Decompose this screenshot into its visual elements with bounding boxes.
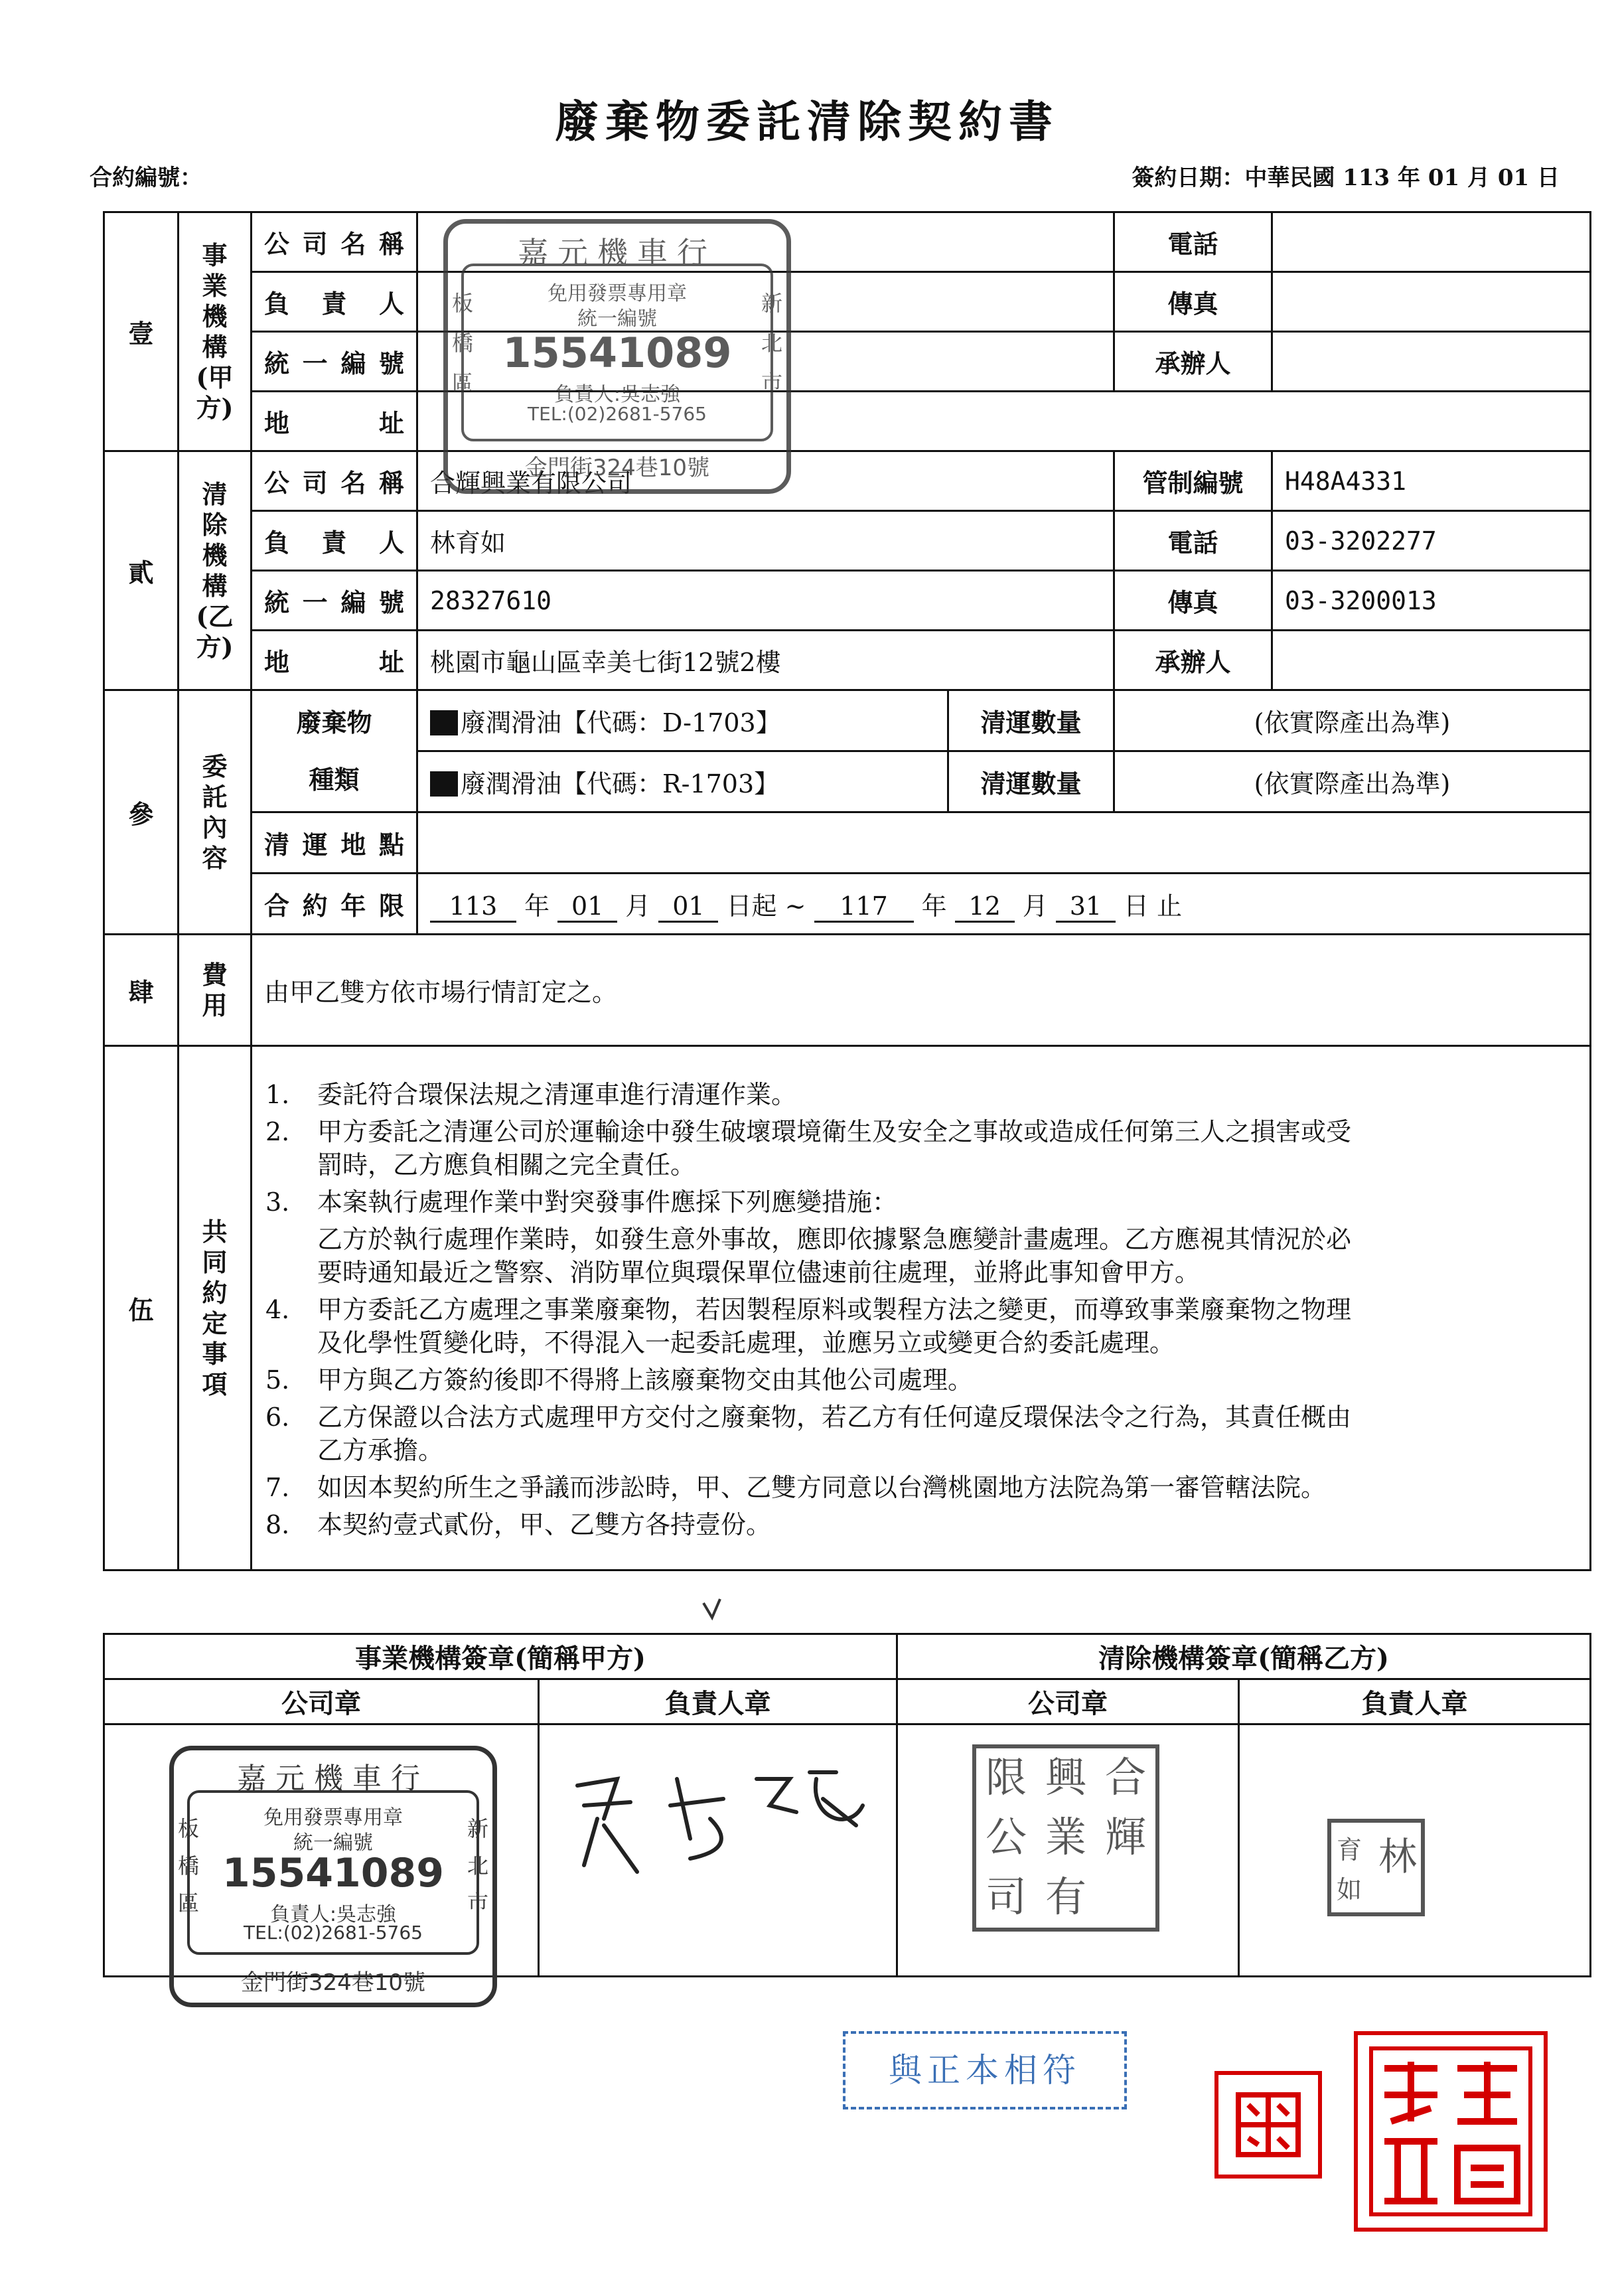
party-a-company-stamp-top: 嘉元機車行 免用發票專用章 統一編號 15541089 負責人:吳志強 TEL:(02)2681-5765 金門街324巷10號 板橋區 新北市 <box>443 219 791 494</box>
terms-list <box>252 1046 1591 1570</box>
section-2-number: 貳 <box>104 451 179 690</box>
qty-label-1: 清運數量 <box>948 690 1114 751</box>
qty-value-2: (依實際產出為準) <box>1114 751 1591 812</box>
party-a-company-label: 公司名稱 <box>252 212 417 272</box>
certified-copy-stamp: 與正本相符 <box>843 2031 1127 2109</box>
party-b-sign-title: 清除機構簽章(簡稱乙方) <box>897 1634 1591 1679</box>
period-value <box>417 874 1591 935</box>
period-year-unit: 年 <box>921 891 947 921</box>
party-a-sign-title: 事業機構簽章(簡稱甲方) <box>104 1634 897 1679</box>
site-value[interactable] <box>417 812 1591 874</box>
contract-table <box>103 211 1591 1571</box>
party-b-uid-label: 統一編號 <box>252 571 417 631</box>
party-b-row-rep <box>104 511 1591 571</box>
party-b-company-value: 合輝興業有限公司 <box>417 451 1114 511</box>
party-b-company-label: 公司名稱 <box>252 451 417 511</box>
qty-value-1: (依實際產出為準) <box>1114 690 1591 751</box>
section-2-title: 清 除 機 構 (乙 方) <box>179 451 252 690</box>
section-1-number: 壹 <box>104 212 179 451</box>
party-b-handler-label: 承辦人 <box>1114 631 1272 690</box>
party-b-fax-value: 03-3200013 <box>1272 571 1591 631</box>
period-end-year: 117 <box>814 891 914 923</box>
redaction-block <box>430 710 458 735</box>
contract-number-label: 合約編號： <box>90 165 202 191</box>
party-b-addr-label: 地 址 <box>252 631 417 690</box>
term-item: 乙方於執行處理作業時，如發生意外事故，應即依據緊急應變計畫處理。乙方應視其情況於必 要時通知最近之警察、消防單位與環保單位儘速前往處理，並將此事知會甲方。 <box>317 1224 1352 1287</box>
red-seal-small <box>1214 2071 1322 2179</box>
section-3-number: 參 <box>104 690 179 935</box>
party-b-handler-value[interactable] <box>1272 631 1591 690</box>
red-seal-small-glyph <box>1218 2075 1318 2175</box>
period-month-unit: 月 <box>625 891 651 921</box>
waste-type-label: 廢棄物 種類 <box>252 690 417 812</box>
party-b-rep-value: 林育如 <box>417 511 1114 571</box>
section-4-number: 肆 <box>104 935 179 1046</box>
term-item: 2. 甲方委託之清運公司於運輸途中發生破壞環境衛生及安全之事故或造成任何第三人之損害或受 罰時，乙方應負相關之完全責任。 <box>265 1116 1352 1180</box>
period-start-month: 01 <box>557 891 617 923</box>
party-b-company-seal-label: 公司章 <box>897 1679 1239 1724</box>
redaction-block <box>430 771 458 797</box>
term-item: 6. 乙方保證以合法方式處理甲方交付之廢棄物，若乙方有任何違反環保法令之行為，其責任概由 乙方承擔。 <box>265 1402 1352 1465</box>
waste-item-1: 廢潤滑油【代碼：D-1703】 <box>417 690 948 751</box>
party-a-rep-label: 負 責 人 <box>252 272 417 332</box>
party-b-company-seal: 合 興 限 輝 業 公 有 司 <box>972 1744 1159 1932</box>
term-item: 1. 委託符合環保法規之清運車進行清運作業。 <box>265 1079 797 1109</box>
period-row <box>104 874 1591 935</box>
site-label: 清運地點 <box>252 812 417 874</box>
party-a-row-addr <box>104 392 1591 451</box>
party-a-row-rep <box>104 272 1591 332</box>
party-b-control-no-label: 管制編號 <box>1114 451 1272 511</box>
site-row <box>104 812 1591 874</box>
waste-row-1 <box>104 690 1591 751</box>
qty-label-2: 清運數量 <box>948 751 1114 812</box>
period-end-suffix: 日 止 <box>1124 891 1183 921</box>
party-a-company-seal-label: 公司章 <box>104 1679 539 1724</box>
party-a-phone-value[interactable] <box>1272 212 1591 272</box>
party-a-uid-label: 統一編號 <box>252 332 417 392</box>
party-b-rep-label: 負 責 人 <box>252 511 417 571</box>
party-b-row-uid <box>104 571 1591 631</box>
party-b-addr-value: 桃園市龜山區幸美七街12號2樓 <box>417 631 1114 690</box>
party-b-rep-seal-label: 負責人章 <box>1239 1679 1591 1724</box>
period-label: 合約年限 <box>252 874 417 935</box>
term-item: 4. 甲方委託乙方處理之事業廢棄物，若因製程原料或製程方法之變更，而導致事業廢棄物之物理 及化學性質變化時，不得混入一起委託處理，並應另立或變更合約委託處理。 <box>265 1294 1352 1357</box>
party-a-row-company <box>104 212 1591 272</box>
section-5-number: 伍 <box>104 1046 179 1570</box>
party-b-row-company <box>104 451 1591 511</box>
fee-text: 由甲乙雙方依市場行情訂定之。 <box>252 935 1591 1046</box>
term-item: 7. 如因本契約所生之爭議而涉訟時，甲、乙雙方同意以台灣桃園地方法院為第一審管轄法院。 <box>265 1472 1327 1502</box>
red-seal-large <box>1354 2031 1548 2232</box>
period-month-unit: 月 <box>1022 891 1048 921</box>
section-4-title: 費 用 <box>179 935 252 1046</box>
section-1-title: 事 業 機 構 (甲 方) <box>179 212 252 451</box>
party-b-control-no-value: H48A4331 <box>1272 451 1591 511</box>
party-a-addr-label: 地 址 <box>252 392 417 451</box>
party-b-rep-seal: 林 育 如 <box>1327 1819 1425 1916</box>
term-item: 5. 甲方與乙方簽約後即不得將上該廢棄物交由其他公司處理。 <box>265 1365 974 1395</box>
document-title: 廢棄物委託清除契約書 <box>555 96 1059 147</box>
section-5-title: 共 同 約 定 事 項 <box>179 1046 252 1570</box>
party-b-fax-label: 傳真 <box>1114 571 1272 631</box>
period-year-unit: 年 <box>524 891 550 921</box>
waste-item-2: 廢潤滑油【代碼：R-1703】 <box>417 751 948 812</box>
fee-row <box>104 935 1591 1046</box>
red-seal-large-glyph <box>1358 2035 1544 2228</box>
period-start-year: 113 <box>430 891 516 923</box>
term-item: 8. 本契約壹式貳份，甲、乙雙方各持壹份。 <box>265 1509 772 1539</box>
period-start-day: 01 <box>658 891 718 923</box>
party-a-fax-label: 傳真 <box>1114 272 1272 332</box>
period-end-day: 31 <box>1056 891 1116 923</box>
section-3-title: 委 託 內 容 <box>179 690 252 935</box>
party-b-phone-value: 03-3202277 <box>1272 511 1591 571</box>
party-a-fax-value[interactable] <box>1272 272 1591 332</box>
period-end-month: 12 <box>955 891 1015 923</box>
period-start-suffix: 日起 ~ <box>726 891 806 921</box>
sign-date: 簽約日期：中華民國 113 年 01 月 01 日 <box>1132 165 1560 191</box>
party-a-handler-value[interactable] <box>1272 332 1591 392</box>
term-item: 3. 本案執行處理作業中對突發事件應採下列應變措施： <box>265 1187 898 1217</box>
party-a-row-uid <box>104 332 1591 392</box>
party-b-uid-value: 28327610 <box>417 571 1114 631</box>
party-a-rep-seal-label: 負責人章 <box>539 1679 897 1724</box>
party-a-company-stamp: 嘉元機車行 免用發票專用章 統一編號 15541089 負責人:吳志強 TEL:(02)2681-5765 金門街324巷10號 板橋區 新北市 <box>169 1746 497 2007</box>
party-a-phone-label: 電話 <box>1114 212 1272 272</box>
party-b-row-addr <box>104 631 1591 690</box>
party-a-rep-signature <box>557 1739 876 1898</box>
terms-row <box>104 1046 1591 1570</box>
party-b-phone-label: 電話 <box>1114 511 1272 571</box>
party-a-handler-label: 承辦人 <box>1114 332 1272 392</box>
check-mark-icon <box>700 1596 727 1623</box>
